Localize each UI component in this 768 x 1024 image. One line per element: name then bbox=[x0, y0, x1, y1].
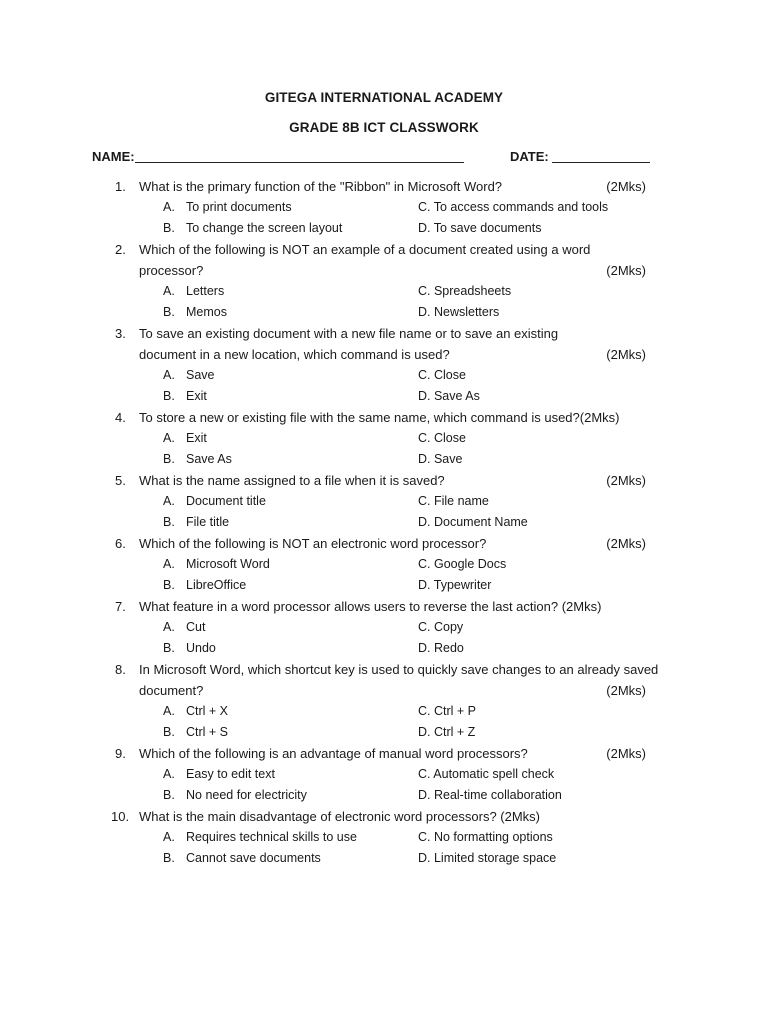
option-c[interactable]: C. Close bbox=[418, 431, 466, 445]
option-c[interactable]: C. Copy bbox=[418, 620, 464, 634]
option-c[interactable]: C. Spreadsheets bbox=[418, 284, 512, 298]
question-item bbox=[0, 176, 768, 239]
option-letter: A. bbox=[163, 431, 175, 445]
option-b[interactable] bbox=[163, 722, 228, 743]
option-letter: B. bbox=[163, 725, 175, 739]
question-header bbox=[0, 323, 768, 365]
option-letter: A. bbox=[163, 557, 175, 571]
question-item bbox=[0, 407, 768, 470]
option-letter: B. bbox=[163, 641, 175, 655]
option-a[interactable] bbox=[163, 197, 292, 218]
option-letter: B. bbox=[163, 578, 175, 592]
option-letter: A. bbox=[163, 368, 175, 382]
question-item bbox=[0, 659, 768, 743]
question-number: 6. bbox=[115, 536, 126, 551]
option-text: Cut bbox=[186, 620, 206, 634]
option-text: Exit bbox=[186, 389, 207, 403]
question-header bbox=[0, 596, 768, 617]
question-header bbox=[0, 533, 768, 554]
question-item bbox=[0, 806, 768, 869]
option-letter: B. bbox=[163, 452, 175, 466]
question-marks: (2Mks) bbox=[606, 347, 646, 362]
option-letter: A. bbox=[163, 284, 175, 298]
option-d[interactable]: D. Document Name bbox=[418, 515, 528, 529]
option-text: Ctrl + S bbox=[186, 725, 229, 739]
option-b[interactable] bbox=[163, 638, 216, 659]
option-c[interactable]: C. Automatic spell check bbox=[418, 767, 555, 781]
option-a[interactable] bbox=[163, 554, 270, 575]
question-text: Which of the following is an advantage of manual word processors? bbox=[139, 746, 528, 761]
answer-options bbox=[0, 197, 768, 239]
question-text: To store a new or existing file with the same name, which command is used?(2Mks) bbox=[139, 410, 620, 425]
answer-options bbox=[0, 428, 768, 470]
option-b[interactable] bbox=[163, 302, 227, 323]
classwork-title: GRADE 8B ICT CLASSWORK bbox=[289, 120, 479, 135]
question-number: 2. bbox=[115, 242, 126, 257]
option-text: Exit bbox=[186, 431, 207, 445]
option-b[interactable] bbox=[163, 218, 342, 239]
question-marks: (2Mks) bbox=[606, 263, 646, 278]
answer-options bbox=[0, 764, 768, 806]
question-item bbox=[0, 533, 768, 596]
option-b[interactable] bbox=[163, 512, 229, 533]
option-text: Undo bbox=[186, 641, 216, 655]
option-d[interactable]: D. Save As bbox=[418, 389, 480, 403]
question-header bbox=[0, 239, 768, 281]
question-header bbox=[0, 659, 768, 701]
option-b[interactable] bbox=[163, 386, 207, 407]
option-text: Cannot save documents bbox=[186, 851, 321, 865]
question-item bbox=[0, 239, 768, 323]
question-header bbox=[0, 806, 768, 827]
option-a[interactable] bbox=[163, 491, 266, 512]
question-text: To save an existing document with a new file name or to save an existing document in a new location, which command is used? bbox=[139, 326, 559, 362]
question-text: In Microsoft Word, which shortcut key is used to quickly save changes to an already saved document? bbox=[139, 662, 659, 698]
option-letter: B. bbox=[163, 221, 175, 235]
option-c[interactable]: C. Close bbox=[418, 368, 466, 382]
question-header bbox=[0, 407, 768, 428]
option-letter: B. bbox=[163, 389, 175, 403]
question-header bbox=[0, 470, 768, 491]
option-a[interactable] bbox=[163, 617, 205, 638]
option-text: Requires technical skills to use bbox=[186, 830, 357, 844]
question-number: 10. bbox=[111, 809, 130, 824]
question-number: 3. bbox=[115, 326, 126, 341]
option-c[interactable]: C. Ctrl + P bbox=[418, 704, 476, 718]
option-letter: A. bbox=[163, 767, 175, 781]
name-blank-line[interactable] bbox=[135, 162, 464, 163]
option-a[interactable] bbox=[163, 281, 224, 302]
option-a[interactable] bbox=[163, 428, 207, 449]
question-header bbox=[0, 176, 768, 197]
option-letter: A. bbox=[163, 704, 175, 718]
option-a[interactable] bbox=[163, 764, 275, 785]
option-a[interactable] bbox=[163, 365, 215, 386]
answer-options bbox=[0, 491, 768, 533]
option-d[interactable]: D. Newsletters bbox=[418, 305, 500, 319]
option-text: File title bbox=[186, 515, 230, 529]
question-marks: (2Mks) bbox=[606, 746, 646, 761]
question-item bbox=[0, 323, 768, 407]
option-text: No need for electricity bbox=[186, 788, 307, 802]
question-item bbox=[0, 470, 768, 533]
option-letter: B. bbox=[163, 515, 175, 529]
question-list bbox=[0, 176, 768, 869]
option-c[interactable]: C. Google Docs bbox=[418, 557, 507, 571]
option-letter: B. bbox=[163, 305, 175, 319]
option-b[interactable] bbox=[163, 848, 321, 869]
option-a[interactable] bbox=[163, 827, 357, 848]
option-c[interactable]: C. File name bbox=[418, 494, 489, 508]
option-text: To change the screen layout bbox=[186, 221, 343, 235]
option-text: Microsoft Word bbox=[186, 557, 270, 571]
option-b[interactable] bbox=[163, 785, 307, 806]
option-d[interactable]: D. Typewriter bbox=[418, 578, 492, 592]
name-label: NAME: bbox=[92, 149, 135, 164]
question-marks: (2Mks) bbox=[606, 536, 646, 551]
option-text: Document title bbox=[186, 494, 266, 508]
question-text: What is the primary function of the "Ribbon" in Microsoft Word? bbox=[139, 179, 503, 194]
question-item bbox=[0, 596, 768, 659]
option-b[interactable] bbox=[163, 449, 232, 470]
option-d[interactable]: D. Save bbox=[418, 452, 463, 466]
option-text: Memos bbox=[186, 305, 227, 319]
school-name: GITEGA INTERNATIONAL ACADEMY bbox=[264, 90, 504, 105]
option-text: Save As bbox=[186, 452, 232, 466]
option-d[interactable]: D. To save documents bbox=[418, 221, 542, 235]
question-text: What is the name assigned to a file when it is saved? bbox=[139, 473, 445, 488]
date-blank-line[interactable] bbox=[552, 162, 650, 163]
question-number: 9. bbox=[115, 746, 126, 761]
option-letter: A. bbox=[163, 494, 175, 508]
question-item bbox=[0, 743, 768, 806]
option-d[interactable]: D. Ctrl + Z bbox=[418, 725, 476, 739]
option-letter: B. bbox=[163, 851, 175, 865]
question-text: Which of the following is NOT an electronic word processor? bbox=[139, 536, 487, 551]
option-b[interactable] bbox=[163, 575, 246, 596]
question-text: Which of the following is NOT an example of a document created using a word processor? bbox=[139, 242, 591, 278]
question-header bbox=[0, 743, 768, 764]
option-letter: A. bbox=[163, 830, 175, 844]
question-number: 5. bbox=[115, 473, 126, 488]
question-number: 7. bbox=[115, 599, 126, 614]
answer-options bbox=[0, 617, 768, 659]
question-number: 4. bbox=[115, 410, 126, 425]
question-marks: (2Mks) bbox=[606, 683, 646, 698]
option-d[interactable]: D. Real-time collaboration bbox=[418, 788, 562, 802]
option-c[interactable]: C. To access commands and tools bbox=[418, 200, 609, 214]
answer-options bbox=[0, 827, 768, 869]
answer-options bbox=[0, 701, 768, 743]
option-d[interactable]: D. Redo bbox=[418, 641, 464, 655]
option-letter: A. bbox=[163, 200, 175, 214]
option-text: Ctrl + X bbox=[186, 704, 229, 718]
question-number: 8. bbox=[115, 662, 126, 677]
date-label: DATE: bbox=[510, 149, 549, 164]
option-text: Letters bbox=[186, 284, 225, 298]
option-text: Easy to edit text bbox=[186, 767, 275, 781]
option-text: LibreOffice bbox=[186, 578, 247, 592]
question-marks: (2Mks) bbox=[606, 179, 646, 194]
name-date-row bbox=[92, 149, 652, 167]
answer-options bbox=[0, 281, 768, 323]
option-letter: B. bbox=[163, 788, 175, 802]
question-text: What feature in a word processor allows users to reverse the last action? (2Mks) bbox=[139, 599, 602, 614]
option-d[interactable]: D. Limited storage space bbox=[418, 851, 557, 865]
answer-options bbox=[0, 554, 768, 596]
option-text: Save bbox=[186, 368, 215, 382]
option-c[interactable]: C. No formatting options bbox=[418, 830, 553, 844]
question-marks: (2Mks) bbox=[606, 473, 646, 488]
answer-options bbox=[0, 365, 768, 407]
question-text: What is the main disadvantage of electronic word processors? (2Mks) bbox=[139, 809, 541, 824]
option-a[interactable] bbox=[163, 701, 228, 722]
option-text: To print documents bbox=[186, 200, 292, 214]
option-letter: A. bbox=[163, 620, 175, 634]
question-number: 1. bbox=[115, 179, 126, 194]
